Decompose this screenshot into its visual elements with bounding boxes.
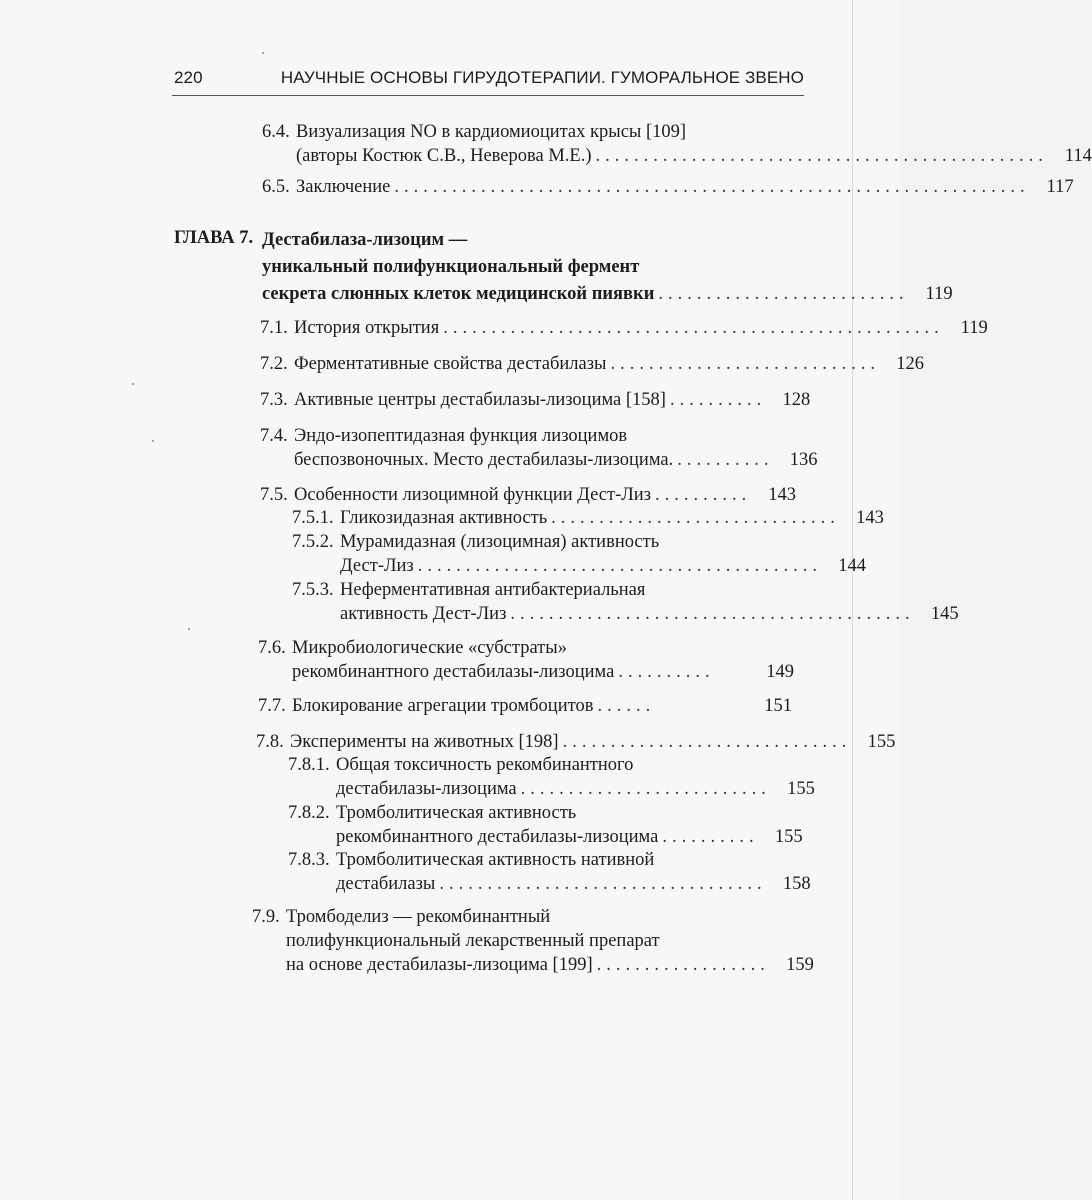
toc-entry [262, 120, 1092, 168]
toc-entry [258, 694, 792, 718]
toc-entry [256, 730, 896, 754]
section-title: Мурамидазная (лизоцимная) активность [340, 532, 660, 552]
toc-line [288, 825, 803, 849]
section-number: 7.8.1. [288, 755, 330, 775]
toc-line [262, 120, 798, 144]
leader-dots: .......... [655, 485, 752, 505]
toc-line [252, 953, 814, 977]
toc-entry [260, 316, 988, 340]
section-title: Активные центры дестабилазы-лизоцима [158] [294, 390, 666, 410]
page-ref: 145 [930, 604, 959, 624]
chapter-title-line: уникальный полифункциональный фермент [262, 257, 640, 277]
section-number: 7.4. [260, 426, 288, 446]
page-ref: 119 [925, 284, 953, 304]
page-ref: 114 [1064, 146, 1092, 166]
section-number: 7.2. [260, 354, 288, 374]
section-title: беспозвоночных. Место дестабилазы-лизоцима. [294, 450, 674, 470]
section-number: 7.8.2. [288, 803, 330, 823]
toc-line [292, 578, 796, 602]
leader-dots: .............................. [551, 508, 840, 528]
toc-line [292, 602, 959, 626]
leader-dots: ...... [597, 696, 656, 716]
leader-dots: .................. [596, 955, 770, 975]
toc-line [262, 175, 1074, 199]
leader-dots: .......... [662, 827, 759, 847]
leader-dots: ............................ [610, 354, 880, 374]
toc-entry [288, 753, 815, 801]
toc-line [260, 388, 811, 412]
page-number: 220 [174, 68, 203, 87]
toc-entry [260, 388, 811, 412]
section-number: 7.6. [258, 638, 286, 658]
section-number: 7.7. [258, 696, 286, 716]
section-title: Тромболитическая активность [336, 803, 577, 823]
running-title: НАУЧНЫЕ ОСНОВЫ ГИРУДОТЕРАПИИ. ГУМОРАЛЬНОЕ ЗВЕНО [280, 68, 804, 87]
page-ref: 144 [838, 556, 866, 576]
section-title: Неферментативная антибактериальная [340, 580, 646, 600]
toc-line [260, 316, 988, 340]
toc-entry [288, 848, 811, 896]
page-ref: 149 [766, 662, 794, 682]
section-number: 6.4. [262, 122, 290, 142]
leader-dots: .................................. [439, 874, 767, 894]
toc-entry [292, 530, 866, 578]
toc-entry [252, 905, 814, 977]
toc-line [288, 777, 815, 801]
toc-line [292, 506, 884, 530]
section-title: (авторы Костюк С.В., Неверова М.Е.) [296, 146, 592, 166]
section-number: 7.3. [260, 390, 288, 410]
leader-dots: .......................... [520, 779, 771, 799]
section-number: 7.8. [256, 732, 284, 752]
page-ref: 155 [774, 827, 803, 847]
leader-dots: .................................................... [443, 318, 944, 338]
section-title: на основе дестабилазы-лизоцима [199] [286, 955, 593, 975]
toc-line [288, 848, 792, 872]
page-ref: 159 [786, 955, 814, 975]
toc-entry [288, 801, 803, 849]
leader-dots: .......... [618, 662, 715, 682]
section-title: Эксперименты на животных [198] [290, 732, 559, 752]
leader-dots: ............................................... [595, 146, 1048, 166]
page-ref: 128 [782, 390, 811, 410]
toc-line [292, 554, 866, 578]
toc-line [292, 530, 796, 554]
section-title: Тромбоделиз — рекомбинантный [286, 907, 551, 927]
section-number: 7.8.3. [288, 850, 330, 870]
section-title: Ферментативные свойства дестабилазы [294, 354, 607, 374]
leader-dots: .......... [669, 390, 767, 410]
chapter-title [262, 228, 953, 306]
page-ref: 119 [960, 318, 988, 338]
toc-line [256, 730, 896, 754]
section-number: 7.1. [260, 318, 288, 338]
section-number: 7.5. [260, 485, 288, 505]
section-title: Гликозидазная активность [340, 508, 548, 528]
chapter-label: ГЛАВА 7. [174, 228, 254, 248]
page-ref: 117 [1046, 177, 1074, 197]
toc-entry [260, 424, 818, 472]
toc-line [260, 483, 796, 507]
toc-line [258, 636, 794, 660]
section-title: Дест-Лиз [340, 556, 414, 576]
section-title: дестабилазы-лизоцима [336, 779, 517, 799]
toc-entry [258, 636, 794, 684]
toc-entry [260, 352, 924, 376]
section-title: Особенности лизоцимной функции Дест-Лиз [294, 485, 652, 505]
page-ref: 151 [764, 696, 792, 716]
leader-dots: .......... [677, 450, 774, 470]
toc-line [262, 144, 1092, 168]
toc-line [258, 694, 792, 718]
toc-line [252, 929, 788, 953]
page-ref: 155 [867, 732, 896, 752]
leader-dots: .............................. [562, 732, 852, 752]
section-title: Блокирование агрегации тромбоцитов [292, 696, 594, 716]
leader-dots: .......................................... [510, 604, 915, 624]
toc-line [262, 282, 953, 306]
section-title: рекомбинантного дестабилазы-лизоцима [292, 662, 615, 682]
leader-dots: .......................................... [417, 556, 822, 576]
scan-speck [132, 383, 134, 385]
section-number: 7.5.2. [292, 532, 334, 552]
toc-line [288, 753, 792, 777]
toc-line [288, 801, 792, 825]
section-title: Эндо-изопептидазная функция лизоцимов [294, 426, 628, 446]
section-title: полифункциональный лекарственный препарат [286, 931, 660, 951]
section-number: 7.5.3. [292, 580, 334, 600]
toc-entry [292, 506, 884, 530]
section-title: Визуализация NO в кардиомиоцитах крысы [109] [296, 122, 687, 142]
page-ref: 143 [856, 508, 884, 528]
page-ref: 155 [787, 779, 815, 799]
section-number: 6.5. [262, 177, 290, 197]
scan-speck [152, 440, 154, 442]
section-number: 7.5.1. [292, 508, 334, 528]
toc-line [258, 660, 794, 684]
toc-line [260, 352, 924, 376]
section-number: 7.9. [252, 907, 280, 927]
toc-line [260, 448, 818, 472]
page-ref: 126 [896, 354, 924, 374]
page-ref: 143 [768, 485, 796, 505]
scan-speck [188, 628, 190, 630]
section-title: рекомбинантного дестабилазы-лизоцима [336, 827, 659, 847]
toc-line [260, 424, 798, 448]
chapter-title-line: Дестабилаза-лизоцим — [262, 230, 468, 250]
header-rule [172, 95, 804, 96]
section-title: активность Дест-Лиз [340, 604, 507, 624]
section-title: Тромболитическая активность нативной [336, 850, 655, 870]
section-title: Заключение [296, 177, 391, 197]
toc-line [252, 905, 788, 929]
page-ref: 136 [789, 450, 818, 470]
toc-line [288, 872, 811, 896]
scan-speck [262, 52, 264, 54]
running-header [172, 66, 804, 96]
section-title: Общая токсичность рекомбинантного [336, 755, 634, 775]
page-ref: 158 [782, 874, 811, 894]
toc-line [262, 228, 781, 252]
toc-entry [262, 175, 1074, 199]
leader-dots: .......................... [658, 284, 909, 304]
section-title: Микробиологические «субстраты» [292, 638, 567, 658]
toc-entry [292, 578, 959, 626]
toc-entry [260, 483, 796, 507]
toc-line [262, 255, 781, 279]
chapter-title-line: секрета слюнных клеток медицинской пиявки [262, 284, 655, 304]
leader-dots: .................................................................. [394, 177, 1030, 197]
section-title: дестабилазы [336, 874, 436, 894]
section-title: История открытия [294, 318, 440, 338]
